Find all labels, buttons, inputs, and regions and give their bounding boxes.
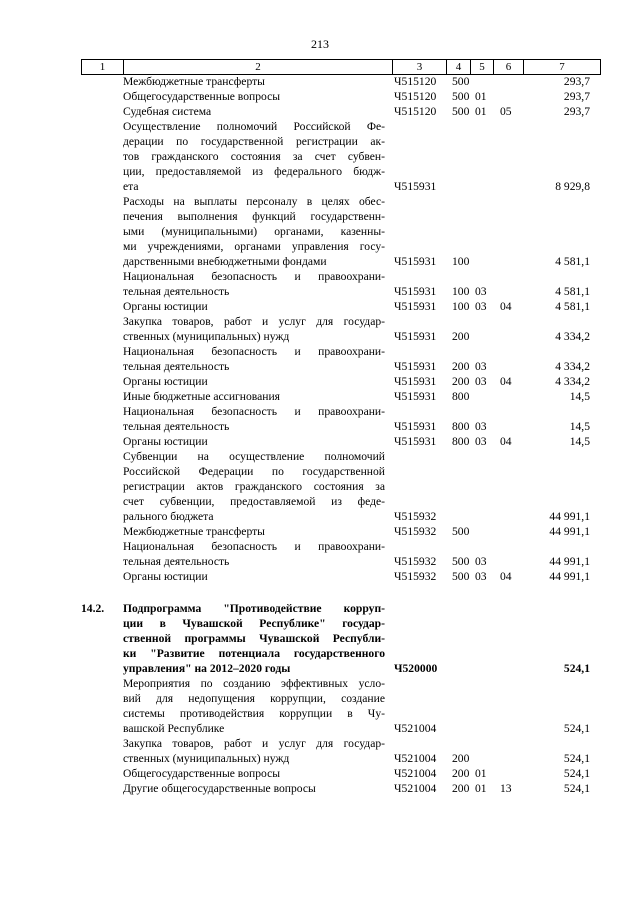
row-expense-type: 500 [452, 105, 470, 118]
row-subsection: 04 [500, 435, 512, 448]
row-description-line: Судебная система [123, 105, 212, 118]
row-amount: 524,1 [563, 722, 590, 735]
row-description-line: дерации по государственной регистрации ак- [123, 135, 385, 148]
row-description-line: Межбюджетные трансферты [123, 525, 265, 538]
header-col-3: 3 [392, 60, 446, 74]
row-description-line: рального бюджета [123, 510, 214, 523]
header-col-7: 7 [523, 60, 601, 74]
row-target-article: Ч515120 [394, 105, 437, 118]
row-amount: 293,7 [563, 105, 590, 118]
row-description-line: печения выполнения функций государственн- [123, 210, 385, 223]
row-amount: 293,7 [563, 90, 590, 103]
row-section: 01 [475, 105, 487, 118]
row-description-line: ственных (муниципальных) нужд [123, 752, 290, 765]
row-description-line: Органы юстиции [123, 375, 208, 388]
row-amount: 44 991,1 [549, 555, 590, 568]
row-description-line: тельная деятельность [123, 420, 230, 433]
row-description-line: Органы юстиции [123, 435, 208, 448]
row-amount: 14,5 [569, 435, 590, 448]
row-subsection: 05 [500, 105, 512, 118]
row-target-article: Ч521004 [394, 752, 437, 765]
row-amount: 4 581,1 [555, 255, 590, 268]
row-target-article: Ч515931 [394, 360, 437, 373]
row-description-line: Общегосударственные вопросы [123, 767, 281, 780]
row-section: 03 [475, 300, 487, 313]
row-target-article: Ч515931 [394, 300, 437, 313]
row-description-line: Закупка товаров, работ и услуг для государ- [123, 315, 385, 328]
row-amount: 4 334,2 [555, 330, 590, 343]
row-target-article: Ч515932 [394, 510, 437, 523]
row-description-line: Субвенции на осуществление полномочий [123, 450, 385, 463]
row-description-line: ции, предоставляемой из федерального бюдж- [123, 165, 385, 178]
row-description-line: Иные бюджетные ассигнования [123, 390, 280, 403]
row-target-article: Ч521004 [394, 722, 437, 735]
header-col-5: 5 [470, 60, 493, 74]
row-amount: 524,1 [563, 767, 590, 780]
page-number: 213 [311, 37, 329, 51]
row-description-line: дарственными внебюджетными фондами [123, 255, 327, 268]
row-amount: 4 581,1 [555, 285, 590, 298]
row-amount: 14,5 [569, 420, 590, 433]
row-expense-type: 200 [452, 360, 470, 373]
row-amount: 44 991,1 [549, 525, 590, 538]
row-target-article: Ч515932 [394, 525, 437, 538]
row-description-line: Национальная безопасность и правоохрани- [123, 270, 385, 283]
row-description-line: тельная деятельность [123, 555, 230, 568]
header-col-4: 4 [446, 60, 470, 74]
row-subsection: 04 [500, 570, 512, 583]
row-description-line: ки "Развитие потенциала государственного [123, 647, 385, 660]
row-expense-type: 500 [452, 555, 470, 568]
row-description-line: Органы юстиции [123, 570, 208, 583]
row-section: 03 [475, 555, 487, 568]
row-description-line: вашской Республике [123, 722, 225, 735]
row-amount: 4 334,2 [555, 375, 590, 388]
row-description-line: Закупка товаров, работ и услуг для государ- [123, 737, 385, 750]
header-col-1: 1 [81, 60, 123, 74]
row-description-line: Органы юстиции [123, 300, 208, 313]
header-col-2: 2 [123, 60, 392, 74]
row-target-article: Ч515931 [394, 390, 437, 403]
row-amount: 4 334,2 [555, 360, 590, 373]
row-description-line: Другие общегосударственные вопросы [123, 782, 316, 795]
row-target-article: Ч515931 [394, 255, 437, 268]
row-section: 03 [475, 420, 487, 433]
row-description-line: Мероприятия по созданию эффективных усло- [123, 677, 385, 690]
row-description-line: ыми (муниципальными) органами, казенны- [123, 225, 385, 238]
row-target-article: Ч515931 [394, 180, 437, 193]
row-expense-type: 100 [452, 255, 470, 268]
row-expense-type: 500 [452, 525, 470, 538]
row-description-line: ми учреждениями, органами управления госу- [123, 240, 385, 253]
row-amount: 8 929,8 [555, 180, 590, 193]
row-amount: 524,1 [563, 662, 590, 675]
row-amount: 14,5 [569, 390, 590, 403]
row-description-line: ственной программы Чувашской Республи- [123, 632, 385, 645]
row-description-line: Расходы на выплаты персоналу в целях обес- [123, 195, 385, 208]
row-description-line: тов гражданского состояния за счет субвен- [123, 150, 385, 163]
row-subsection: 13 [500, 782, 512, 795]
row-amount: 44 991,1 [549, 570, 590, 583]
row-description-line: Национальная безопасность и правоохрани- [123, 345, 385, 358]
row-expense-type: 200 [452, 330, 470, 343]
row-target-article: Ч521004 [394, 767, 437, 780]
row-expense-type: 800 [452, 435, 470, 448]
row-expense-type: 200 [452, 782, 470, 795]
row-description-line: ета [123, 180, 139, 193]
row-section: 01 [475, 782, 487, 795]
row-target-article: Ч515931 [394, 420, 437, 433]
row-expense-type: 500 [452, 570, 470, 583]
row-target-article: Ч515931 [394, 330, 437, 343]
row-description-line: Национальная безопасность и правоохрани- [123, 540, 385, 553]
row-subsection: 04 [500, 300, 512, 313]
row-expense-type: 800 [452, 390, 470, 403]
row-description-line: управления" на 2012–2020 годы [123, 662, 291, 675]
row-target-article: Ч515931 [394, 285, 437, 298]
row-description-line: Осуществление полномочий Российской Фе- [123, 120, 385, 133]
row-target-article: Ч515120 [394, 90, 437, 103]
row-number: 14.2. [81, 602, 105, 615]
row-description-line: ции в Чувашской Республике" государ- [123, 617, 385, 630]
row-amount: 44 991,1 [549, 510, 590, 523]
row-expense-type: 500 [452, 90, 470, 103]
row-expense-type: 100 [452, 300, 470, 313]
row-amount: 4 581,1 [555, 300, 590, 313]
row-expense-type: 200 [452, 752, 470, 765]
row-description-line: Межбюджетные трансферты [123, 75, 265, 88]
row-section: 03 [475, 285, 487, 298]
row-description-line: системы противодействия коррупции в Чу- [123, 707, 385, 720]
row-description-line: ственных (муниципальных) нужд [123, 330, 290, 343]
row-description-line: Российской Федерации по государственной [123, 465, 385, 478]
row-description-line: Общегосударственные вопросы [123, 90, 281, 103]
row-expense-type: 200 [452, 767, 470, 780]
row-description-line: тельная деятельность [123, 285, 230, 298]
row-expense-type: 500 [452, 75, 470, 88]
row-target-article: Ч515932 [394, 555, 437, 568]
row-expense-type: 100 [452, 285, 470, 298]
row-section: 03 [475, 375, 487, 388]
row-section: 03 [475, 570, 487, 583]
row-target-article: Ч515120 [394, 75, 437, 88]
row-expense-type: 200 [452, 375, 470, 388]
row-description-line: Подпрограмма "Противодействие корруп- [123, 602, 385, 615]
row-section: 03 [475, 435, 487, 448]
row-expense-type: 800 [452, 420, 470, 433]
row-section: 03 [475, 360, 487, 373]
row-amount: 524,1 [563, 752, 590, 765]
row-subsection: 04 [500, 375, 512, 388]
row-section: 01 [475, 90, 487, 103]
row-target-article: Ч521004 [394, 782, 437, 795]
row-target-article: Ч515931 [394, 375, 437, 388]
row-description-line: счет субвенции, предоставляемой из феде- [123, 495, 385, 508]
row-description-line: тельная деятельность [123, 360, 230, 373]
row-target-article: Ч515932 [394, 570, 437, 583]
row-target-article: Ч515931 [394, 435, 437, 448]
row-description-line: Национальная безопасность и правоохрани- [123, 405, 385, 418]
row-target-article: Ч520000 [394, 662, 438, 675]
row-amount: 524,1 [563, 782, 590, 795]
row-section: 01 [475, 767, 487, 780]
row-amount: 293,7 [563, 75, 590, 88]
row-description-line: вий для недопущения коррупции, создание [123, 692, 385, 705]
row-description-line: регистрации актов гражданского состояния за [123, 480, 385, 493]
header-col-6: 6 [493, 60, 523, 74]
table-header [81, 59, 601, 75]
